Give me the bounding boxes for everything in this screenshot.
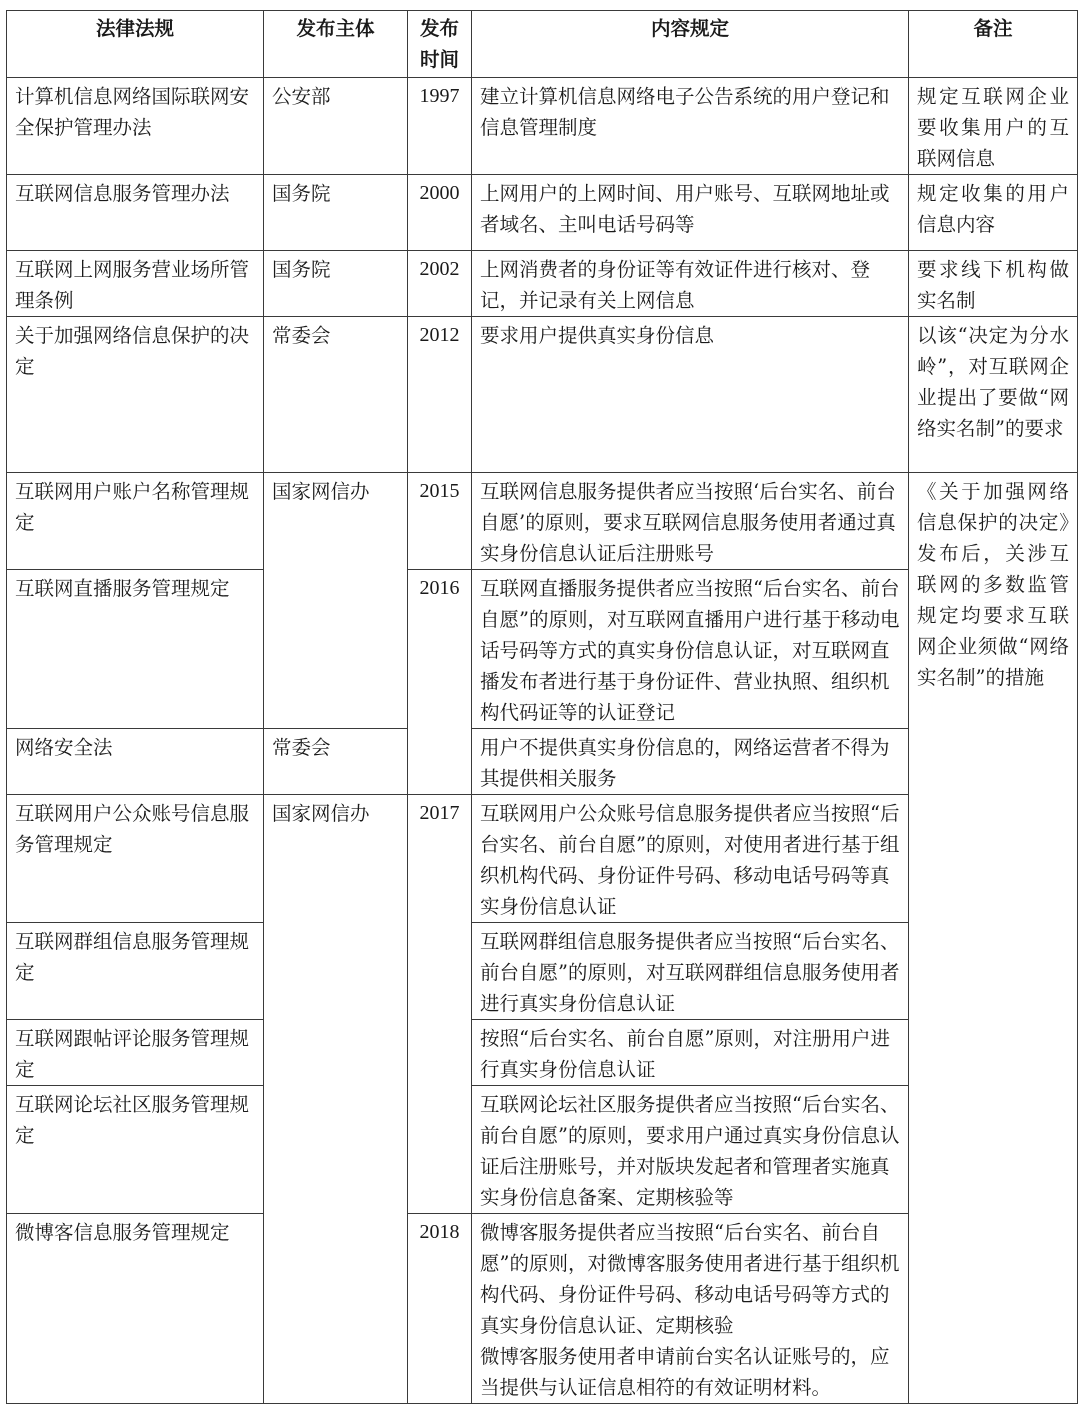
table-row <box>7 317 1078 473</box>
law-name: 网络安全法 <box>7 729 264 795</box>
year: 2012 <box>408 317 472 473</box>
note: 规定收集的用户信息内容 <box>909 175 1078 251</box>
note: 《关于加强网络信息保护的决定》发布后，关涉互联网的多数监管规定均要求互联网企业须做“网络实名制”的措施 <box>909 473 1078 1404</box>
regulations-table <box>6 10 1078 1404</box>
content: 互联网用户公众账号信息服务提供者应当按照“后台实名、前台自愿”的原则，对使用者进行基于组织机构代码、身份证件号码、移动电话号码等真实身份信息认证 <box>472 795 909 923</box>
law-name: 互联网上网服务营业场所管理条例 <box>7 251 264 317</box>
law-name: 计算机信息网络国际联网安全保护管理办法 <box>7 78 264 175</box>
table-row <box>7 251 1078 317</box>
issuer: 国家网信办 <box>264 473 408 729</box>
year: 1997 <box>408 78 472 175</box>
content: 互联网信息服务提供者应当按照‘后台实名、前台自愿’的原则，要求互联网信息服务使用者通过真实身份信息认证后注册账号 <box>472 473 909 570</box>
header-row <box>7 11 1078 78</box>
content: 建立计算机信息网络电子公告系统的用户登记和信息管理制度 <box>472 78 909 175</box>
law-name: 互联网论坛社区服务管理规定 <box>7 1086 264 1214</box>
issuer: 常委会 <box>264 317 408 473</box>
note: 规定互联网企业要收集用户的互联网信息 <box>909 78 1078 175</box>
law-name: 互联网跟帖评论服务管理规定 <box>7 1020 264 1086</box>
note: 要求线下机构做实名制 <box>909 251 1078 317</box>
content: 要求用户提供真实身份信息 <box>472 317 909 473</box>
content: 用户不提供真实身份信息的，网络运营者不得为其提供相关服务 <box>472 729 909 795</box>
year: 2002 <box>408 251 472 317</box>
year: 2018 <box>408 1214 472 1404</box>
issuer: 国务院 <box>264 251 408 317</box>
content: 微博客服务提供者应当按照“后台实名、前台自愿”的原则，对微博客服务使用者进行基于组织机构代码、身份证件号码、移动电话号码等方式的真实身份信息认证、定期核验 <box>480 1221 900 1337</box>
law-name: 互联网直播服务管理规定 <box>7 570 264 729</box>
year: 2015 <box>408 473 472 570</box>
header-year <box>408 11 472 78</box>
law-name: 互联网用户账户名称管理规定 <box>7 473 264 570</box>
law-name: 互联网信息服务管理办法 <box>7 175 264 251</box>
issuer: 国家网信办 <box>264 795 408 1404</box>
content: 互联网群组信息服务提供者应当按照“后台实名、前台自愿”的原则，对互联网群组信息服务使用者进行真实身份信息认证 <box>472 923 909 1020</box>
law-name: 互联网用户公众账号信息服务管理规定 <box>7 795 264 923</box>
law-name: 关于加强网络信息保护的决定 <box>7 317 264 473</box>
issuer: 公安部 <box>264 78 408 175</box>
year: 2017 <box>408 795 472 1214</box>
law-name: 互联网群组信息服务管理规定 <box>7 923 264 1020</box>
content: 按照“后台实名、前台自愿”原则，对注册用户进行真实身份信息认证 <box>472 1020 909 1086</box>
content: 互联网论坛社区服务提供者应当按照“后台实名、前台自愿”的原则，要求用户通过真实身份信息认证后注册账号，并对版块发起者和管理者实施真实身份信息备案、定期核验等 <box>472 1086 909 1214</box>
content-cell <box>472 1214 909 1404</box>
table-row <box>7 78 1078 175</box>
header-law: 法律法规 <box>7 11 264 78</box>
content: 上网用户的上网时间、用户账号、互联网地址或者域名、主叫电话号码等 <box>472 175 909 251</box>
table-row <box>7 473 1078 570</box>
content: 上网消费者的身份证等有效证件进行核对、登记，并记录有关上网信息 <box>472 251 909 317</box>
header-issuer: 发布主体 <box>264 11 408 78</box>
law-name: 微博客信息服务管理规定 <box>7 1214 264 1404</box>
note: 以该“决定为分水岭”，对互联网企业提出了要做“网络实名制”的要求 <box>909 317 1078 473</box>
content: 互联网直播服务提供者应当按照“后台实名、前台自愿”的原则，对互联网直播用户进行基于移动电话号码等方式的真实身份信息认证，对互联网直播发布者进行基于身份证件、营业执照、组织机构代码证等的认证登记 <box>472 570 909 729</box>
issuer: 国务院 <box>264 175 408 251</box>
header-year-text: 发布时间 <box>419 17 459 71</box>
issuer: 常委会 <box>264 729 408 795</box>
year: 2016 <box>408 570 472 795</box>
content-extra: 微博客服务使用者申请前台实名认证账号的，应当提供与认证信息相符的有效证明材料。 <box>480 1345 890 1399</box>
year: 2000 <box>408 175 472 251</box>
header-content: 内容规定 <box>472 11 909 78</box>
table-row <box>7 175 1078 251</box>
header-note: 备注 <box>909 11 1078 78</box>
